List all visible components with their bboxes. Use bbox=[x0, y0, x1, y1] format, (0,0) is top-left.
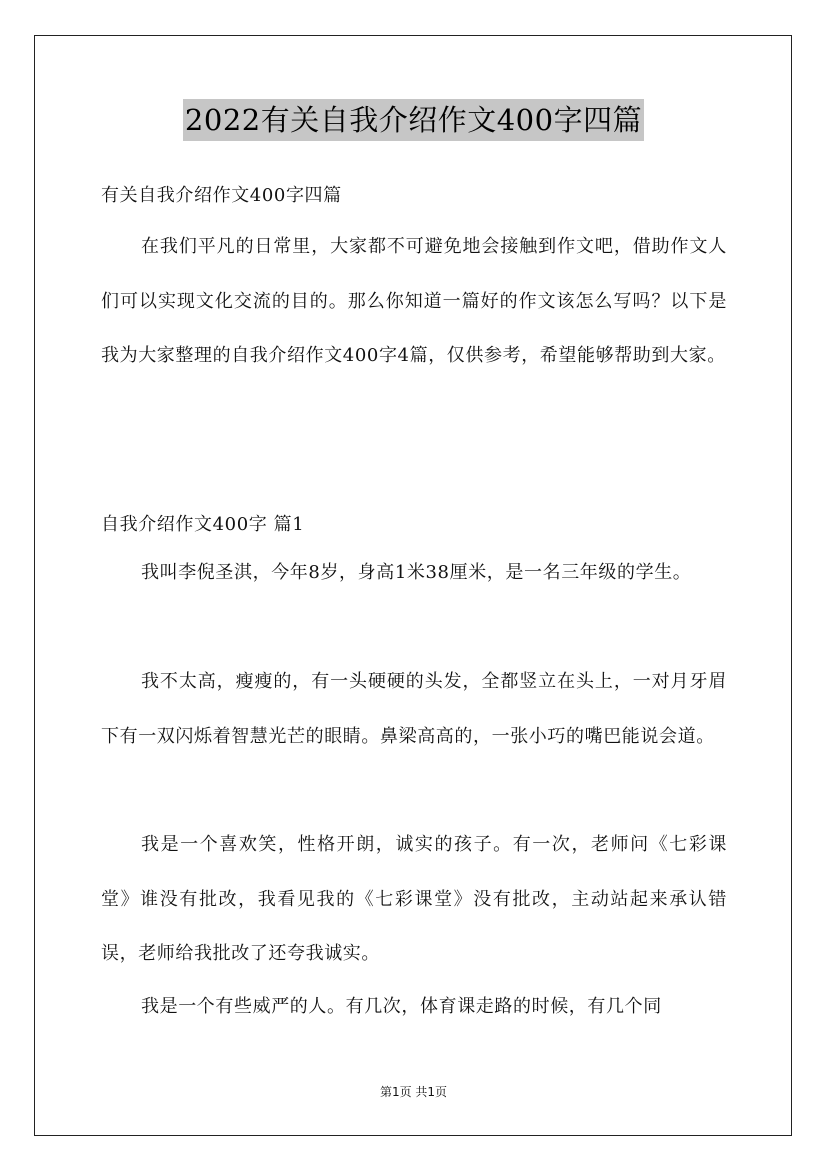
body-paragraph-2: 我不太高，瘦瘦的，有一头硬硬的头发，全都竖立在头上，一对月牙眉下有一双闪烁着智慧光芒的眼睛。鼻梁高高的，一张小巧的嘴巴能说会道。 bbox=[101, 671, 727, 747]
intro-paragraph: 在我们平凡的日常里，大家都不可避免地会接触到作文吧，借助作文人们可以实现文化交流的目的。那么你知道一篇好的作文该怎么写吗？以下是我为大家整理的自我介绍作文400字4篇，仅供参考，希望能够帮助到大家。 bbox=[101, 236, 727, 366]
title-container bbox=[0, 99, 827, 141]
document-title: 2022有关自我介绍作文400字四篇 bbox=[183, 99, 644, 141]
page-number: 第1页 共1页 bbox=[379, 1085, 448, 1099]
section-heading: 自我介绍作文400字 篇1 bbox=[101, 514, 305, 535]
document-subtitle: 有关自我介绍作文400字四篇 bbox=[101, 185, 342, 206]
body-paragraph-4: 我是一个有些威严的人。有几次，体育课走路的时候，有几个同 bbox=[141, 996, 662, 1017]
body-paragraph-1: 我叫李倪圣淇，今年8岁，身高1米38厘米，是一名三年级的学生。 bbox=[141, 562, 692, 583]
body-paragraph-3: 我是一个喜欢笑，性格开朗，诚实的孩子。有一次，老师问《七彩课堂》谁没有批改，我看见我的《七彩课堂》没有批改，主动站起来承认错误，老师给我批改了还夸我诚实。 bbox=[101, 834, 727, 964]
